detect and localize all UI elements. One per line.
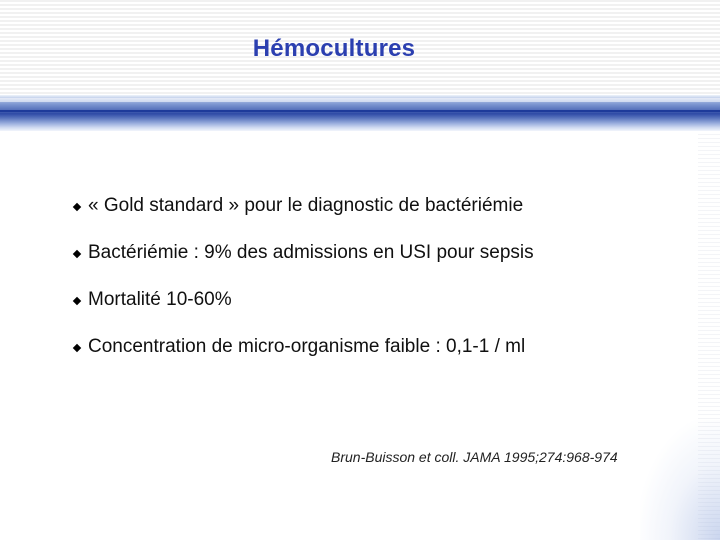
bullet-text: Mortalité 10-60% — [88, 289, 232, 310]
bullet-list — [74, 195, 534, 383]
diamond-bullet-icon — [73, 297, 81, 305]
bullet-text: Bactériémie : 9% des admissions en USI pour sepsis — [88, 242, 534, 263]
slide-title: Hémocultures — [252, 35, 416, 62]
divider-highlight — [0, 98, 720, 102]
citation: Brun-Buisson et coll. JAMA 1995;274:968-974 — [331, 449, 618, 465]
bullet-item — [74, 289, 534, 336]
bullet-item — [74, 336, 534, 383]
bullet-text: « Gold standard » pour le diagnostic de bactériémie — [88, 195, 524, 216]
diamond-bullet-icon — [73, 203, 81, 211]
bullet-text: Concentration de micro-organisme faible : 0,1-1 / ml — [88, 336, 526, 357]
diamond-bullet-icon — [73, 344, 81, 352]
bullet-item — [74, 195, 534, 242]
bullet-item — [74, 242, 534, 289]
diamond-bullet-icon — [73, 250, 81, 258]
divider-line — [0, 110, 720, 112]
corner-decoration — [640, 420, 720, 540]
